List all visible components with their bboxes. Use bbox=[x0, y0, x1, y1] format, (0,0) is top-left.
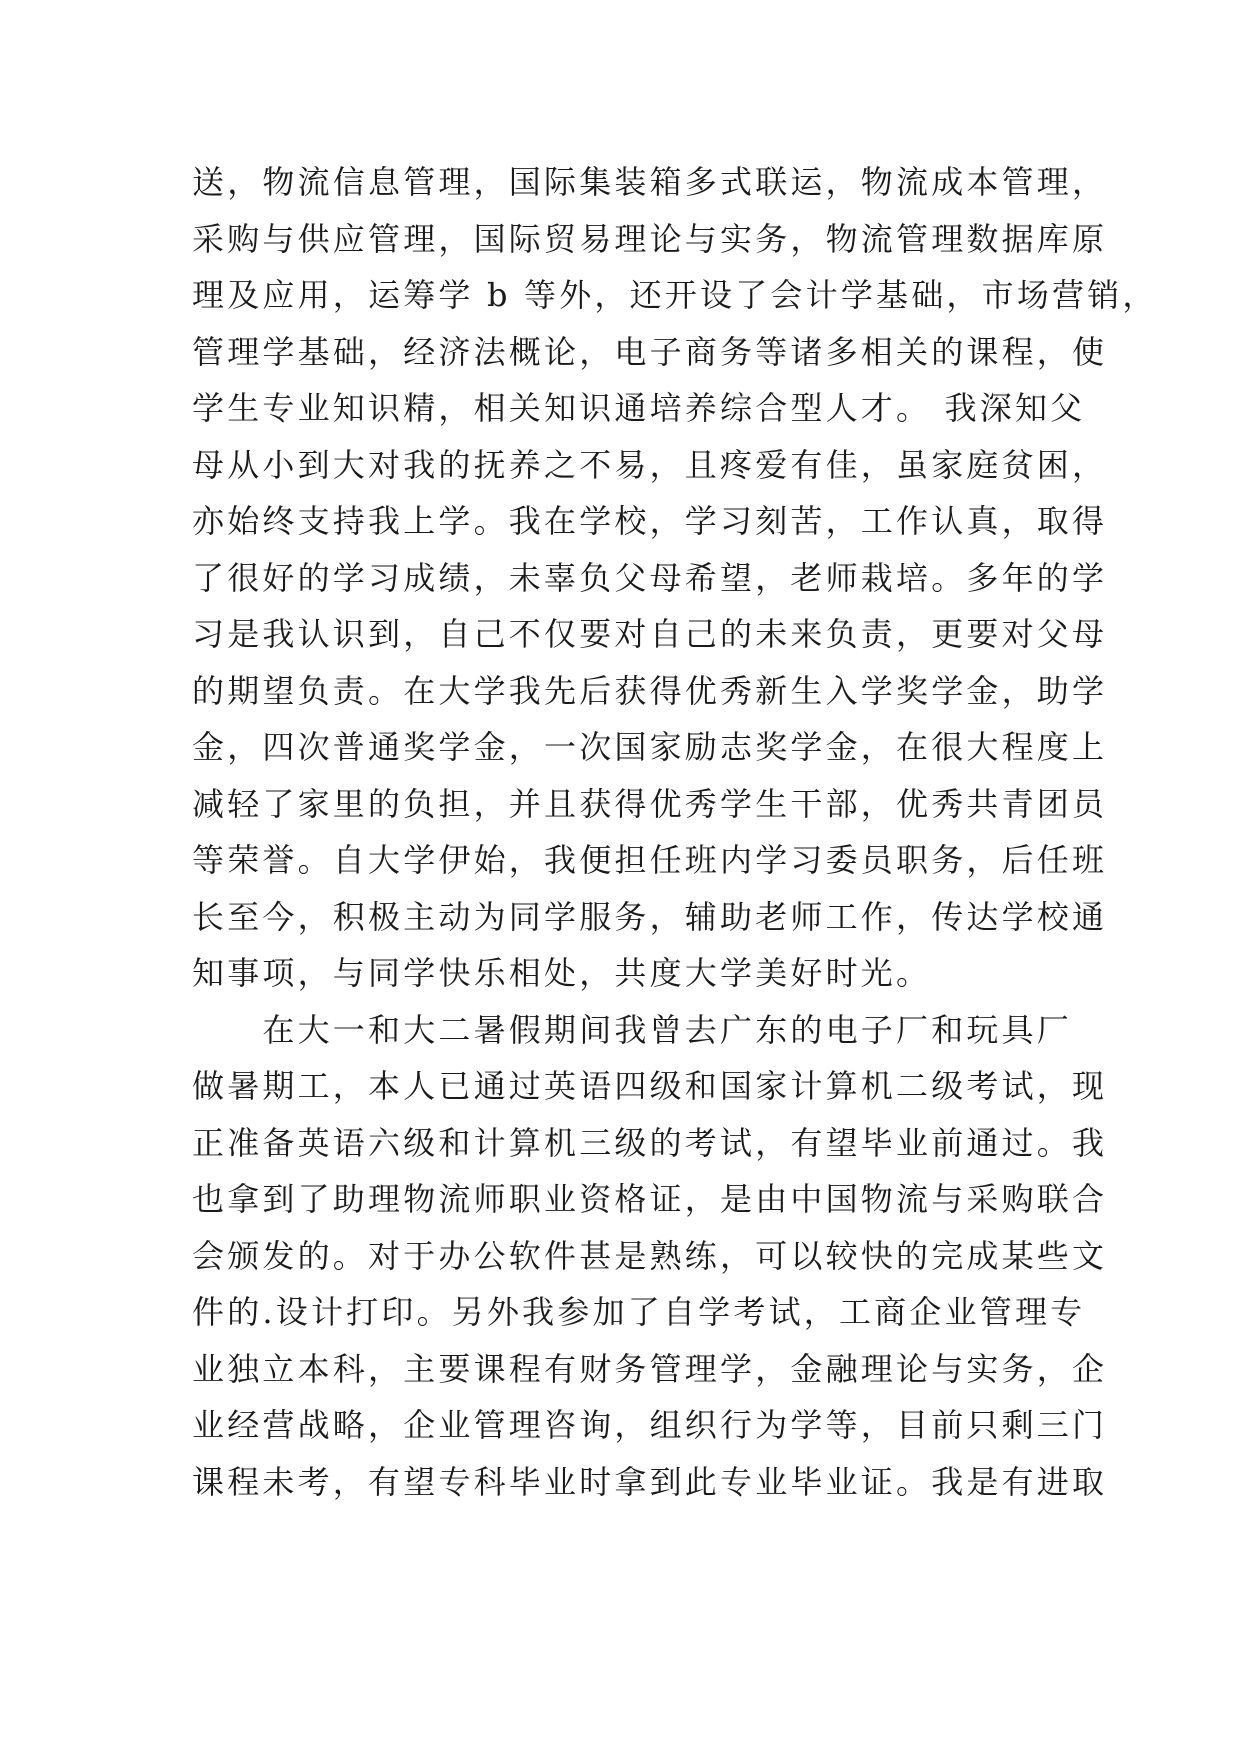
text-line: 知事项，与同学快乐相处，共度大学美好时光。 bbox=[192, 954, 932, 992]
text-line: 的期望负责。在大学我先后获得优秀新生入学奖学金，助学 bbox=[192, 671, 1108, 710]
text-line: 也拿到了助理物流师职业资格证，是由中国物流与采购联合 bbox=[192, 1180, 1108, 1218]
text-line: 理及应用，运筹学 b 等外，还开设了会计学基础，市场营销， bbox=[192, 276, 1158, 314]
text-line: 件的.设计打印。另外我参加了自学考试，工商企业管理专 bbox=[192, 1293, 1086, 1331]
text-line: 课程未考，有望专科毕业时拿到此专业毕业证。我是有进取 bbox=[192, 1462, 1108, 1501]
text-line: 送，物流信息管理，国际集装箱多式联运，物流成本管理， bbox=[192, 163, 1108, 201]
text-line: 学生专业知识精，相关知识通培养综合型人才。 我深知父 bbox=[192, 389, 1086, 427]
text-line: 在大一和大二暑假期间我曾去广东的电子厂和玩具厂 bbox=[192, 1010, 1073, 1049]
text-line: 业独立本科，主要课程有财务管理学，金融理论与实务，企 bbox=[192, 1349, 1108, 1388]
text-line: 了很好的学习成绩，未辜负父母希望，老师栽培。多年的学 bbox=[192, 558, 1108, 597]
text-line: 亦始终支持我上学。我在学校，学习刻苦，工作认真，取得 bbox=[192, 502, 1108, 540]
text-line: 业经营战略，企业管理咨询，组织行为学等，目前只剩三门 bbox=[192, 1406, 1108, 1444]
text-line: 管理学基础，经济法概论，电子商务等诸多相关的课程，使 bbox=[192, 332, 1108, 371]
text-line: 减轻了家里的负担，并且获得优秀学生干部，优秀共青团员 bbox=[192, 784, 1108, 823]
text-line: 正准备英语六级和计算机三级的考试，有望毕业前通过。我 bbox=[192, 1123, 1108, 1162]
text-line: 习是我认识到，自己不仅要对自己的未来负责，更要对父母 bbox=[192, 615, 1108, 653]
text-line: 采购与供应管理，国际贸易理论与实务，物流管理数据库原 bbox=[192, 219, 1108, 258]
text-line: 金，四次普通奖学金，一次国家励志奖学金，在很大程度上 bbox=[192, 728, 1108, 766]
text-line: 等荣誉。自大学伊始，我便担任班内学习委员职务，后任班 bbox=[192, 841, 1108, 879]
text-line: 会颁发的。对于办公软件甚是熟练，可以较快的完成某些文 bbox=[192, 1236, 1108, 1275]
text-line: 做暑期工，本人已通过英语四级和国家计算机二级考试，现 bbox=[192, 1067, 1108, 1105]
body-text bbox=[192, 154, 1158, 1510]
text-line: 母从小到大对我的抚养之不易，且疼爱有佳，虽家庭贫困， bbox=[192, 445, 1108, 484]
text-line: 长至今，积极主动为同学服务，辅助老师工作，传达学校通 bbox=[192, 897, 1108, 936]
